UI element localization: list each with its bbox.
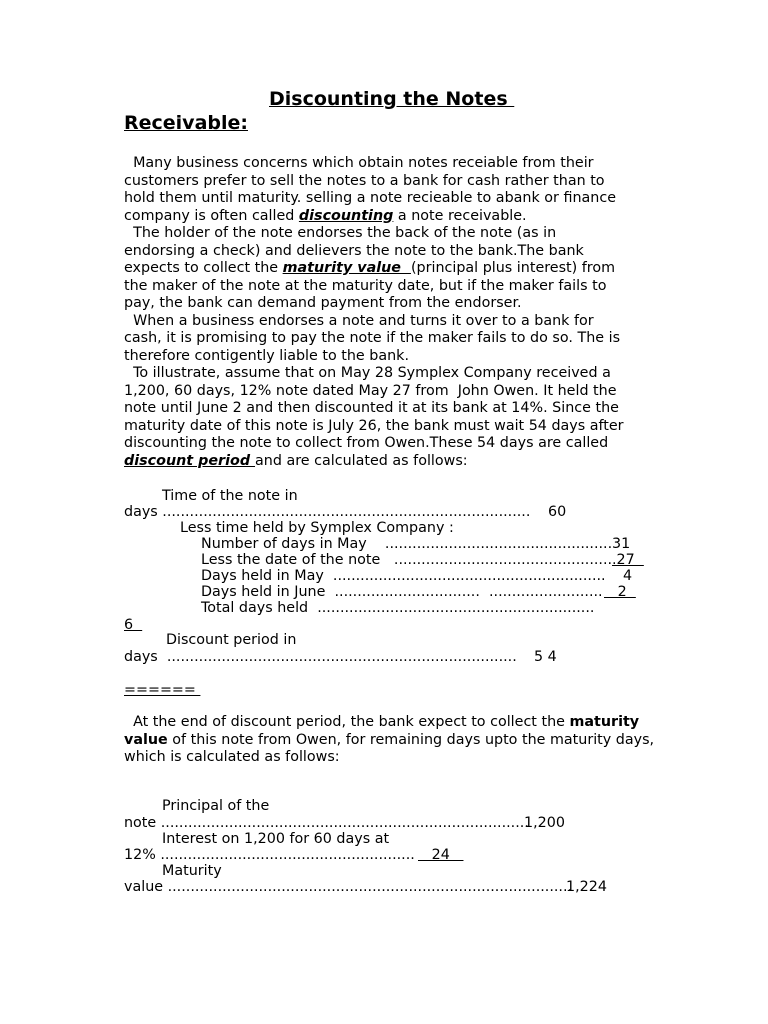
text-line: which is calculated as follows: <box>124 749 340 765</box>
calc-held-june-value: 2 <box>604 584 636 600</box>
text-line <box>124 208 654 226</box>
calc-maturity-label: Maturity <box>162 863 222 879</box>
calc-less-date-label: Less the date of the note ................................................. <box>201 552 617 568</box>
text-line: hold them until maturity. selling a note recieable to abank or finance <box>124 190 617 206</box>
text-fragment: and are calculated as follows: <box>255 452 468 469</box>
term-value: value <box>124 731 168 748</box>
calc-interest-value: 24 <box>418 847 464 863</box>
calc-double-rule: ====== <box>124 682 201 698</box>
calc-time-value: 60 <box>548 504 567 520</box>
text-fragment: (principal plus interest) from <box>410 260 616 276</box>
calc-principal-value: 1,200 <box>524 815 565 831</box>
calc-time-leader: days ................................................................................. <box>124 504 531 520</box>
term-discount-period: discount period <box>124 452 256 469</box>
page-title-line2: Receivable: <box>124 112 248 134</box>
calc-discount-leader: days ............................................................................. <box>124 649 517 665</box>
calc-principal-label: Principal of the <box>162 798 270 814</box>
calc-less-date-value: 27 <box>612 552 644 568</box>
term-maturity: maturity <box>569 714 640 730</box>
text-fragment: of this note from Owen, for remaining days upto the maturity days, <box>167 731 655 748</box>
text-line: therefore contigently liable to the bank. <box>124 347 409 364</box>
text-fragment: At the end of discount period, the bank expect to collect the <box>124 714 570 730</box>
paragraph-intro <box>124 155 654 470</box>
calc-interest-label: Interest on 1,200 for 60 days at <box>162 831 390 847</box>
calc-time-label: Time of the note in <box>162 488 298 504</box>
page-title: Discounting the Notes <box>269 88 515 110</box>
calc-interest-leader: 12% ........................................................ <box>124 847 415 863</box>
calc-principal-leader: note ................................................................................. <box>124 815 529 831</box>
text-line: cash, it is promising to pay the note if the maker fails to do so. The is <box>124 330 621 346</box>
text-line: customers prefer to sell the notes to a bank for cash rather than to <box>124 172 605 189</box>
calc-maturity-value: 1,224 <box>566 879 607 895</box>
calc-less-time: Less time held by Symplex Company : <box>180 520 454 536</box>
calc-may-days-label: Number of days in May .................................................. <box>201 536 613 552</box>
calc-held-may-label: Days held in May ............................................................ <box>201 568 606 584</box>
term-maturity-value: maturity value <box>282 260 411 276</box>
text-line: Many business concerns which obtain notes receiable from their <box>124 155 594 171</box>
calc-may-days-value: 31 <box>612 536 631 552</box>
calc-discount-label: Discount period in <box>166 632 297 648</box>
calc-maturity-leader: value ......................................................................................... <box>124 879 573 895</box>
paragraph-maturity <box>124 714 654 767</box>
calc-total-value: 6 <box>124 617 143 633</box>
text-fragment: expects to collect the <box>124 260 283 276</box>
text-line: the maker of the note at the maturity date, but if the maker fails to <box>124 277 607 294</box>
text-line: 1,200, 60 days, 12% note dated May 27 from John Owen. It held the <box>124 382 617 399</box>
term-discounting: discounting <box>298 207 394 224</box>
text-line <box>124 453 654 471</box>
text-line: pay, the bank can demand payment from the endorser. <box>124 295 522 311</box>
calc-held-may-value: 4 <box>623 568 633 584</box>
text-line <box>124 732 654 750</box>
text-fragment: company is often called <box>124 207 299 224</box>
calc-discount-value: 5 4 <box>534 649 557 665</box>
text-line: maturity date of this note is July 26, the bank must wait 54 days after <box>124 417 624 434</box>
text-line: discounting the note to collect from Owen.These 54 days are called <box>124 435 609 451</box>
text-line: endorsing a check) and delievers the note to the bank.The bank <box>124 242 584 259</box>
text-line: To illustrate, assume that on May 28 Symplex Company received a <box>124 365 611 381</box>
text-line <box>124 714 654 732</box>
calc-total-label: Total days held ............................................................. <box>201 600 595 616</box>
text-fragment: a note receivable. <box>393 207 527 224</box>
text-line <box>124 260 654 278</box>
text-line: The holder of the note endorses the back of the note (as in <box>124 225 557 241</box>
text-line: note until June 2 and then discounted it at its bank at 14%. Since the <box>124 400 619 416</box>
text-line: When a business endorses a note and turns it over to a bank for <box>124 312 594 329</box>
calc-held-june-label: Days held in June ................................ ......................... <box>201 584 603 600</box>
